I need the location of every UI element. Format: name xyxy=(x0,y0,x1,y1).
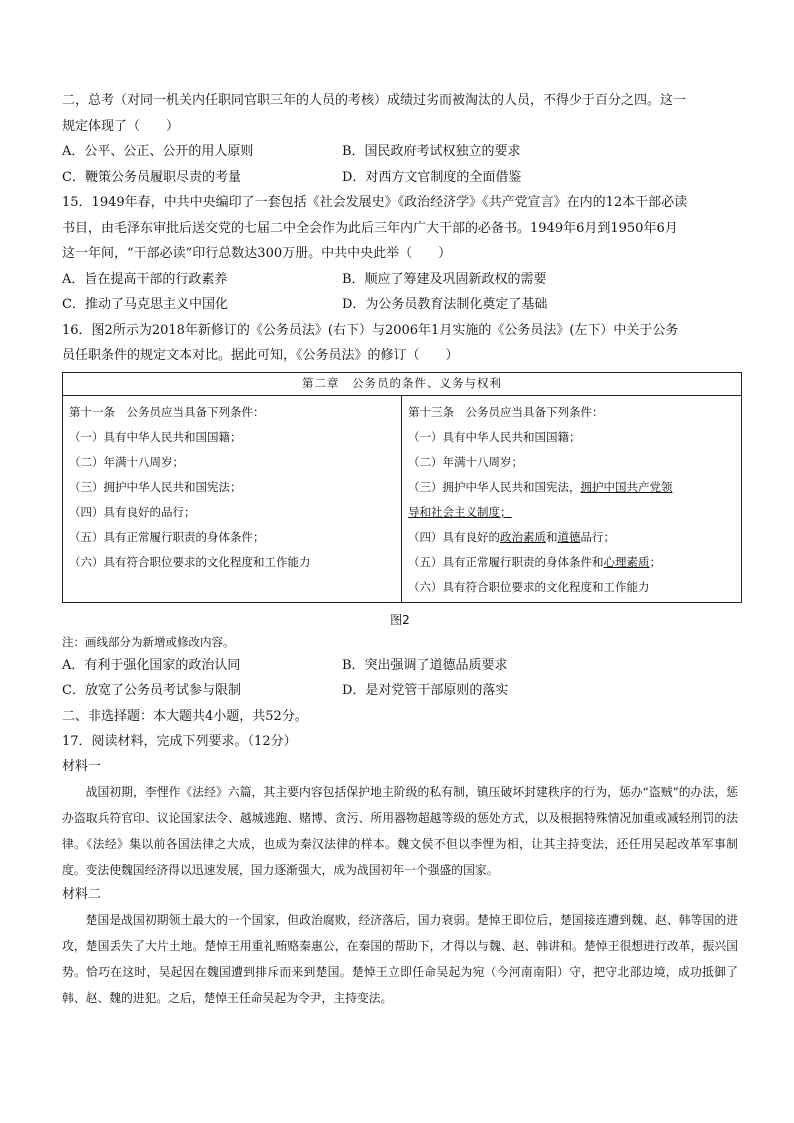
q14-option-d: D．对西方文官制度的全面借鉴 xyxy=(342,169,522,185)
q16-stem-line1: 16．图2所示为2018年新修订的《公务员法》(右下）与2006年1月实施的《公务员法》(左下）中关于公务 xyxy=(62,322,679,338)
exam-page xyxy=(62,88,738,1011)
q15-option-b: B．顺应了筹建及巩固新政权的需要 xyxy=(342,271,547,287)
right-row: （二）年满十八周岁； xyxy=(408,454,523,469)
q15-stem-line2: 书目，由毛泽东审批后送交党的七届二中全会作为此后三年内广大干部的必备书。1949年6月到1950年6月 xyxy=(62,220,678,236)
right-row xyxy=(408,550,735,575)
q14-stem-line1: 二，总考（对同一机关内任职同官职三年的人员的考核）成绩过劣而被淘汰的人员，不得少于百分之四。这一 xyxy=(62,93,687,108)
figure-caption: 图2 xyxy=(390,612,410,627)
q16-option-a: A．有利于强化国家的政治认同 xyxy=(62,657,241,673)
right-row: 第十三条 公务员应当具备下列条件： xyxy=(408,404,604,419)
table-left-2006 xyxy=(63,395,402,602)
material-1-title: 材料一 xyxy=(62,758,102,774)
material-1-text: 战国初期，李悝作《法经》六篇，其主要内容包括保护地主阶级的私有制，镇压破坏封建秩序的行为，惩办“盗贼”的办法，惩办盗取兵符官印、议论国家法令、越城逃跑、赌博、贪污、所用器物超越等级的惩处方式，以及根据特殊情况加重或减轻刑罚的法律。《法经》集以前各国法律之大成，也成为秦汉法律的样本。魏文侯不但以李悝为相，让其主持变法，还任用吴起改革军事制度。变法使魏国经济得以迅速发展，国力逐渐强大，成为战国初年一个强盛的国家。 xyxy=(62,784,738,877)
left-row: （六）具有符合职位要求的文化程度和工作能力 xyxy=(69,554,311,569)
q14-option-c: C．鞭策公务员履职尽责的考量 xyxy=(62,169,241,185)
q15-option-a: A．旨在提高干部的行政素养 xyxy=(62,271,228,287)
q16-option-b: B．突出强调了道德品质要求 xyxy=(342,657,508,673)
underlined-new-text: 政治素质 xyxy=(500,529,546,544)
q14-option-b: B．国民政府考试权独立的要求 xyxy=(342,144,521,159)
table-header: 第二章 公务员的条件、义务与权利 xyxy=(63,372,742,395)
underlined-new-text: 道德 xyxy=(557,529,581,544)
right-row-text: 和 xyxy=(546,529,558,544)
figure-note: 注：画线部分为新增或修改内容。 xyxy=(62,634,235,649)
q16-option-d: D．是对党管干部原则的落实 xyxy=(342,683,509,698)
q16-options-row2 xyxy=(62,678,738,704)
section-heading: 二、非选择题：本大题共4小题，共52分。 xyxy=(62,708,308,724)
underlined-new-text: 导和社会主义制度； xyxy=(408,504,512,519)
left-row: （五）具有正常履行职责的身体条件； xyxy=(69,529,265,544)
left-row: （一）具有中华人民共和国国籍； xyxy=(69,429,242,444)
q15-option-d: D．为公务员教育法制化奠定了基础 xyxy=(342,297,548,312)
right-row xyxy=(408,475,735,500)
q15-stem-line1: 15．1949年春，中共中央编印了一套包括《社会发展史》《政治经济学》《共产党宣言》在内的12本干部必读 xyxy=(62,195,688,210)
right-row xyxy=(408,500,735,525)
q14-option-a: A．公平、公正、公开的用人原则 xyxy=(62,144,254,159)
law-comparison-table xyxy=(62,372,742,603)
right-row-text: （五）具有正常履行职责的身体条件和 xyxy=(408,554,604,569)
right-row-text: （四）具有良好的 xyxy=(408,529,500,544)
q15-stem-line3: 这一年间，“干部必读”印行总数达300万册。中共中央此举（ ） xyxy=(62,246,452,261)
q15-options-row1 xyxy=(62,267,738,293)
material-2-text: 楚国是战国初期领土最大的一个国家，但政治腐败，经济落后，国力衰弱。楚悼王即位后，楚国接连遭到魏、赵、韩等国的进攻，楚国丢失了大片土地。楚悼王用重礼贿赂秦惠公，在秦国的帮助下，才得以与魏、赵、韩讲和。楚悼王很想进行改革，振兴国势。恰巧在这时，吴起因在魏国遭到排斥而来到楚国。楚悼王立即任命吴起为宛（今河南南阳）守，把守北部边境，成功抵御了韩、赵、魏的进犯。之后，楚悼王任命吴起为令尹，主持变法。 xyxy=(62,912,738,1005)
q14-options-row2 xyxy=(62,165,738,191)
q14-options-row1 xyxy=(62,139,738,165)
q16-stem-line2: 员任职条件的规定文本对比。据此可知，《公务员法》的修订（ ） xyxy=(62,348,459,363)
right-row: （六）具有符合职位要求的文化程度和工作能力 xyxy=(408,579,650,594)
q15-options-row2 xyxy=(62,292,738,318)
q14-stem-line2: 规定体现了（ ） xyxy=(62,118,180,134)
q17-stem: 17．阅读材料，完成下列要求。（12分） xyxy=(62,734,297,749)
right-row-text: （三）拥护中华人民共和国宪法， xyxy=(408,479,581,494)
left-row: （四）具有良好的品行； xyxy=(69,504,196,519)
q16-options-row1 xyxy=(62,653,738,679)
right-row-text: ； xyxy=(649,554,661,569)
left-row: 第十一条 公务员应当具备下列条件： xyxy=(69,404,265,419)
right-row: （一）具有中华人民共和国国籍； xyxy=(408,429,581,444)
left-row: （二）年满十八周岁； xyxy=(69,454,184,469)
left-row: （三）拥护中华人民共和国宪法； xyxy=(69,479,242,494)
q15-option-c: C．推动了马克思主义中国化 xyxy=(62,297,228,312)
underlined-new-text: 心理素质 xyxy=(603,554,650,569)
underlined-new-text: 拥护中国共产党领 xyxy=(580,479,673,494)
q16-option-c: C．放宽了公务员考试参与限制 xyxy=(62,683,241,698)
right-row xyxy=(408,525,735,550)
right-row-text: 品行； xyxy=(580,529,615,544)
table-right-2018 xyxy=(402,395,742,602)
material-2-title: 材料二 xyxy=(62,886,102,902)
